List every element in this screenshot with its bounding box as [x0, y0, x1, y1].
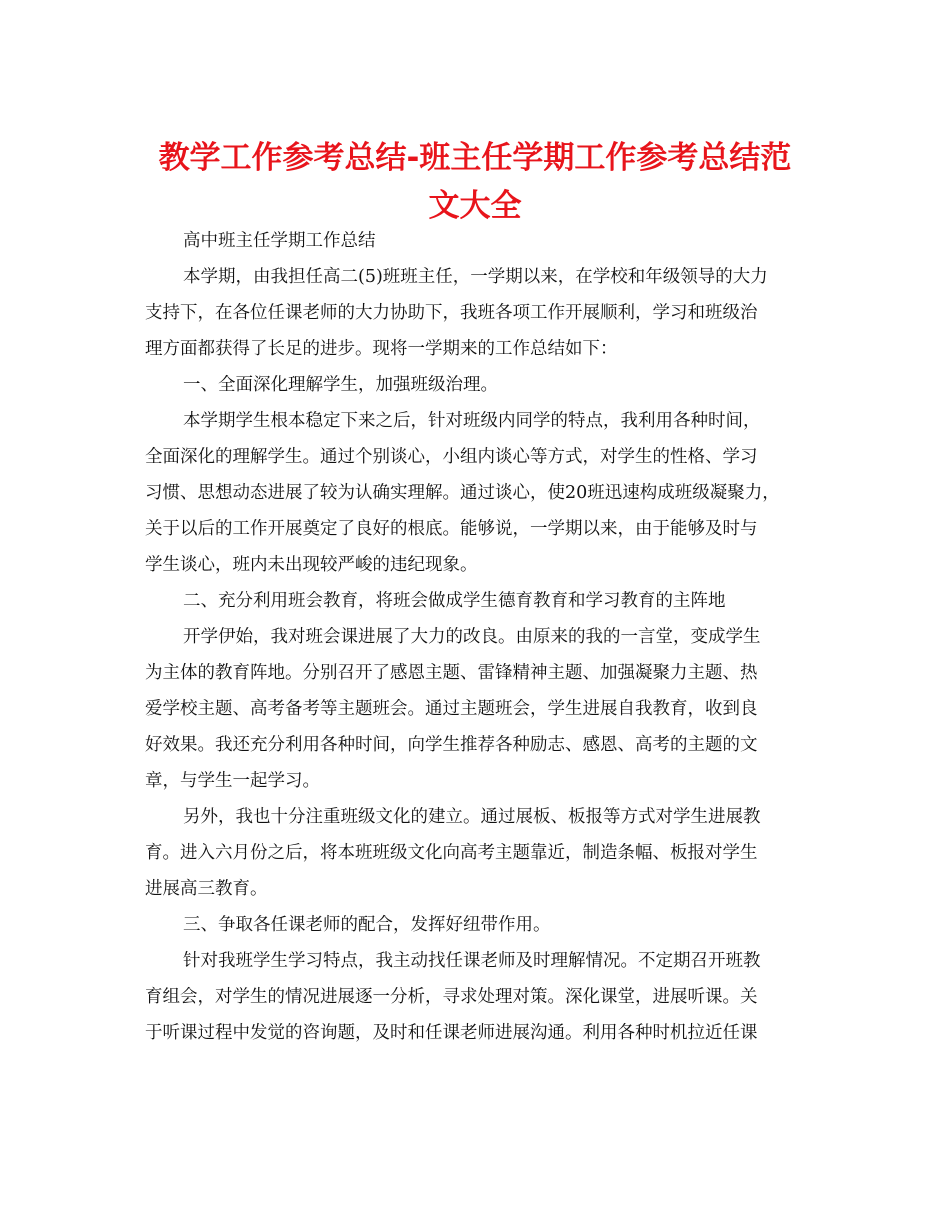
section-heading: 一、全面深化理解学生，加强班级治理。	[183, 375, 498, 395]
paragraph-line: 章，与学生一起学习。	[145, 771, 320, 791]
paragraph-line: 进展高三教育。	[145, 879, 268, 899]
paragraph-line: 理方面都获得了长足的进步。现将一学期来的工作总结如下：	[145, 339, 618, 359]
subtitle: 高中班主任学期工作总结	[183, 231, 376, 251]
paragraph-line: 好效果。我还充分利用各种时间，向学生推荐各种励志、感恩、高考的主题的文	[145, 735, 758, 755]
paragraph-line: 支持下，在各位任课老师的大力协助下，我班各项工作开展顺利，学习和班级治	[145, 303, 758, 323]
paragraph-line: 本学期，由我担任高二(5)班班主任，一学期以来，在学校和年级领导的大力	[183, 267, 768, 287]
paragraph-line: 开学伊始，我对班会课进展了大力的改良。由原来的我的一言堂，变成学生	[183, 627, 761, 647]
paragraph-line: 于听课过程中发觉的咨询题，及时和任课老师进展沟通。利用各种时机拉近任课	[145, 1023, 758, 1043]
section-heading: 二、充分利用班会教育，将班会做成学生德育教育和学习教育的主阵地	[183, 591, 726, 611]
paragraph-line: 本学期学生根本稳定下来之后，针对班级内同学的特点，我利用各种时间，	[183, 411, 761, 431]
paragraph-line: 习惯、思想动态进展了较为认确实理解。通过谈心，使20班迅速构成班级凝聚力，	[145, 483, 780, 503]
paragraph-line: 为主体的教育阵地。分别召开了感恩主题、雷锋精神主题、加强凝聚力主题、热	[145, 663, 758, 683]
paragraph-line: 另外，我也十分注重班级文化的建立。通过展板、板报等方式对学生进展教	[183, 807, 761, 827]
document-title-line-2: 文大全	[428, 188, 522, 224]
document-title-line-1: 教学工作参考总结-班主任学期工作参考总结范	[158, 140, 792, 176]
paragraph-line: 爱学校主题、高考备考等主题班会。通过主题班会，学生进展自我教育，收到良	[145, 699, 758, 719]
paragraph-line: 学生谈心，班内未出现较严峻的违纪现象。	[145, 555, 478, 575]
paragraph-line: 全面深化的理解学生。通过个别谈心，小组内谈心等方式，对学生的性格、学习	[145, 447, 758, 467]
paragraph-line: 关于以后的工作开展奠定了良好的根底。能够说，一学期以来，由于能够及时与	[145, 519, 758, 539]
paragraph-line: 育。进入六月份之后，将本班班级文化向高考主题靠近，制造条幅、板报对学生	[145, 843, 758, 863]
section-heading: 三、争取各任课老师的配合，发挥好纽带作用。	[183, 915, 551, 935]
paragraph-line: 针对我班学生学习特点，我主动找任课老师及时理解情况。不定期召开班教	[183, 951, 761, 971]
paragraph-line: 育组会，对学生的情况进展逐一分析，寻求处理对策。深化课堂，进展听课。关	[145, 987, 758, 1007]
